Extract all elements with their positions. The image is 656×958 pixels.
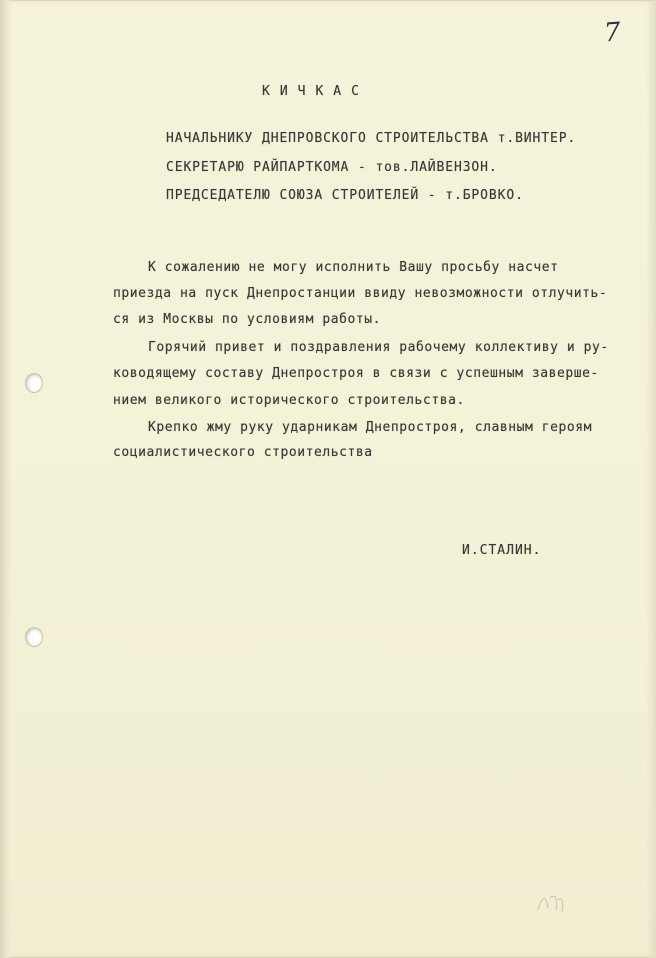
page-number: 7 <box>602 17 622 49</box>
body-line: социалистического строительства <box>113 445 373 460</box>
body-line: нием великого исторического строительства. <box>113 393 465 408</box>
body-line: приезда на пуск Днепростанции ввиду невозможности отлучить- <box>113 286 608 301</box>
punch-hole <box>26 374 42 392</box>
archive-pencil-mark-icon <box>532 888 570 918</box>
body-line: ся из Москвы по условиям работы. <box>113 312 382 327</box>
paper-left-edge <box>0 0 12 958</box>
body-line: Крепко жму руку ударникам Днепростроя, славным героям <box>148 420 592 435</box>
body-line: К сожалению не могу исполнить Вашу просьбу насчет <box>148 260 559 275</box>
addressee-line: ПРЕДСЕДАТЕЛЮ СОЮЗА СТРОИТЕЛЕЙ - т.БРОВКО. <box>166 188 524 203</box>
addressee-line: НАЧАЛЬНИКУ ДНЕПРОВСКОГО СТРОИТЕЛЬСТВА т.ВИНТЕР. <box>166 131 577 146</box>
body-line: Горячий привет и поздравления рабочему коллективу и ру- <box>148 340 609 355</box>
addressee-line: СЕКРЕТАРЮ РАЙПАРТКОМА - тов.ЛАЙВЕНЗОН. <box>166 160 498 175</box>
body-line: ководящему составу Днепростроя в связи с успешным заверше- <box>113 366 599 381</box>
telegram-heading: КИЧКАС <box>262 84 369 99</box>
paper-right-edge <box>646 0 656 958</box>
punch-hole <box>26 628 42 646</box>
signature: И.СТАЛИН. <box>462 543 542 558</box>
